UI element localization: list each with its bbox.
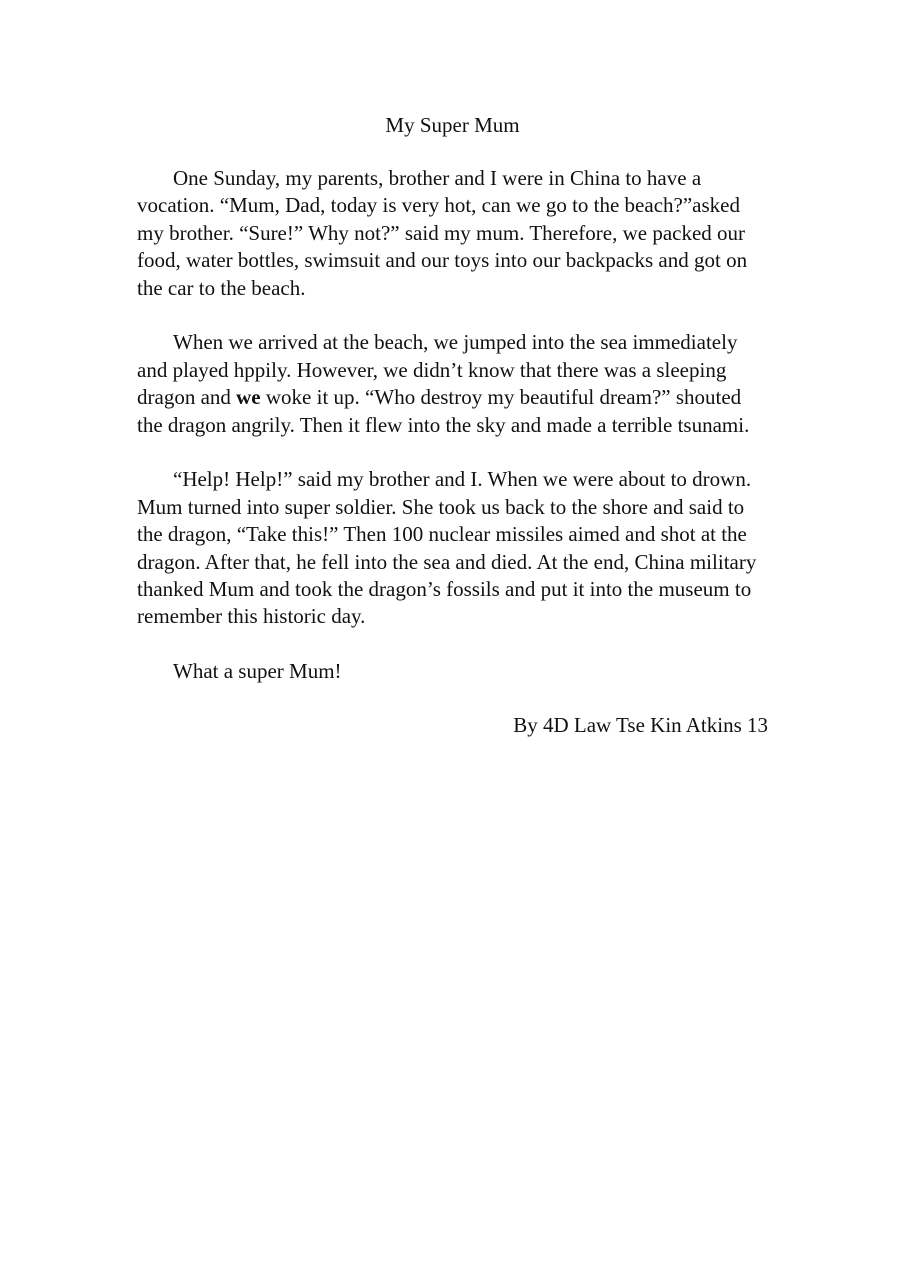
text-line: and played hppily. However, we didn’t know that there was a sleeping (137, 357, 727, 382)
text-line: vocation. “Mum, Dad, today is very hot, can we go to the beach?”asked (137, 193, 740, 218)
paragraph-3 (137, 466, 773, 630)
text-line: the dragon angrily. Then it flew into the sky and made a terrible tsunami. (137, 412, 750, 437)
text-line: dragon. After that, he fell into the sea and died. At the end, China military (137, 549, 757, 574)
author-signature: By 4D Law Tse Kin Atkins 13 (513, 713, 768, 737)
text-line: remember this historic day. (137, 604, 366, 629)
paragraph-4 (137, 658, 773, 685)
paragraph-2 (137, 329, 773, 439)
text-line: What a super Mum! (173, 659, 342, 684)
text-line: When we arrived at the beach, we jumped into the sea immediately (173, 330, 738, 355)
bold-word: we (236, 385, 261, 410)
text-line: Mum turned into super soldier. She took us back to the shore and said to (137, 494, 745, 519)
text-line: the car to the beach. (137, 275, 306, 300)
text-line-with-bold (137, 384, 773, 411)
document-title: My Super Mum (385, 113, 520, 137)
text-segment: dragon and (137, 385, 237, 410)
text-line: thanked Mum and took the dragon’s fossils and put it into the museum to (137, 577, 752, 602)
text-line: my brother. “Sure!” Why not?” said my mum. Therefore, we packed our (137, 220, 746, 245)
text-line: “Help! Help!” said my brother and I. When we were about to drown. (173, 467, 752, 492)
text-line: the dragon, “Take this!” Then 100 nuclear missiles aimed and shot at the (137, 522, 747, 547)
text-line: One Sunday, my parents, brother and I were in China to have a (173, 166, 702, 190)
paragraph-1 (137, 165, 773, 302)
text-segment: woke it up. “Who destroy my beautiful dream?” shouted (260, 385, 742, 410)
text-line: food, water bottles, swimsuit and our toys into our backpacks and got on (137, 248, 748, 273)
document-body (137, 165, 773, 713)
